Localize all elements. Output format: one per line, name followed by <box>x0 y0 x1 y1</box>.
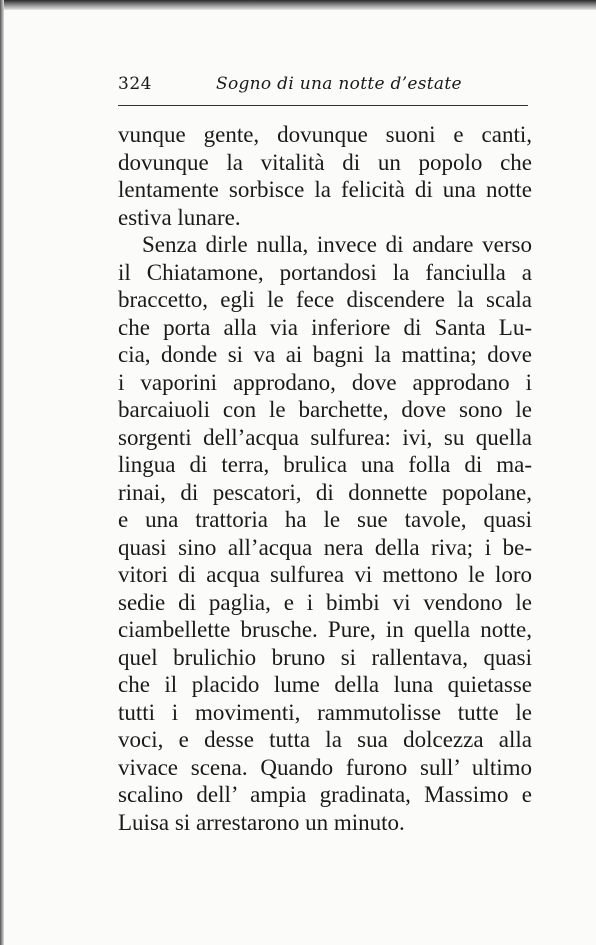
text-line: Luisa si arrestarono un minuto. <box>118 809 405 835</box>
text-line: il Chiatamone, portandosi la fanciulla a <box>118 259 532 285</box>
page-number: 324 <box>118 74 152 94</box>
text-line: i vaporini approdano, dove approdano i <box>118 369 532 395</box>
text-line: tutti i movimenti, rammutolisse tutte le <box>118 699 532 725</box>
text-line: vunque gente, dovunque suoni e canti, <box>118 122 532 147</box>
text-line: vitori di acqua sulfurea vi mettono le loro <box>118 562 532 587</box>
text-line: scalino dell’ ampia gradinata, Massimo e <box>118 782 532 807</box>
text-line: ciambellette brusche. Pure, in quella notte, <box>118 617 532 642</box>
text-line: braccetto, egli le fece discendere la scala <box>118 287 532 312</box>
text-line: quel brulichio bruno si rallentava, quasi <box>118 644 532 670</box>
text-line: e una trattoria ha le sue tavole, quasi <box>118 507 532 532</box>
text-line: voci, e desse tutta la sua dolcezza alla <box>118 727 532 752</box>
body-text <box>118 121 532 836</box>
page-left-edge <box>0 0 4 945</box>
paragraph-first-line: Senza dirle nulla, invece di andare verso <box>142 232 532 257</box>
text-line: cia, donde si va ai bagni la mattina; dove <box>118 342 532 367</box>
text-line: sedie di paglia, e i bimbi vi vendono le <box>118 589 532 615</box>
text-line: barcaiuoli con le barchette, dove sono le <box>118 397 532 422</box>
text-line: quasi sino all’acqua nera della riva; i be- <box>118 534 532 560</box>
running-title: Sogno di una notte d’estate <box>216 74 462 94</box>
header-rule <box>118 105 528 106</box>
text-line: che porta alla via inferiore di Santa Lu- <box>118 314 532 340</box>
page-header <box>118 74 528 98</box>
text-line: che il placido lume della luna quietasse <box>118 672 532 697</box>
page-top-edge <box>0 0 596 10</box>
text-line: estiva lunare. <box>118 204 241 230</box>
text-line: vivace scena. Quando furono sull’ ultimo <box>118 754 532 780</box>
text-line: lingua di terra, brulica una folla di ma- <box>118 452 532 477</box>
text-line: sorgenti dell’acqua sulfurea: ivi, su quella <box>118 424 532 450</box>
text-line: lentamente sorbisce la felicità di una notte <box>118 177 532 202</box>
text-line: dovunque la vitalità di un popolo che <box>118 149 532 175</box>
text-line: rinai, di pescatori, di donnette popolane, <box>118 479 532 505</box>
